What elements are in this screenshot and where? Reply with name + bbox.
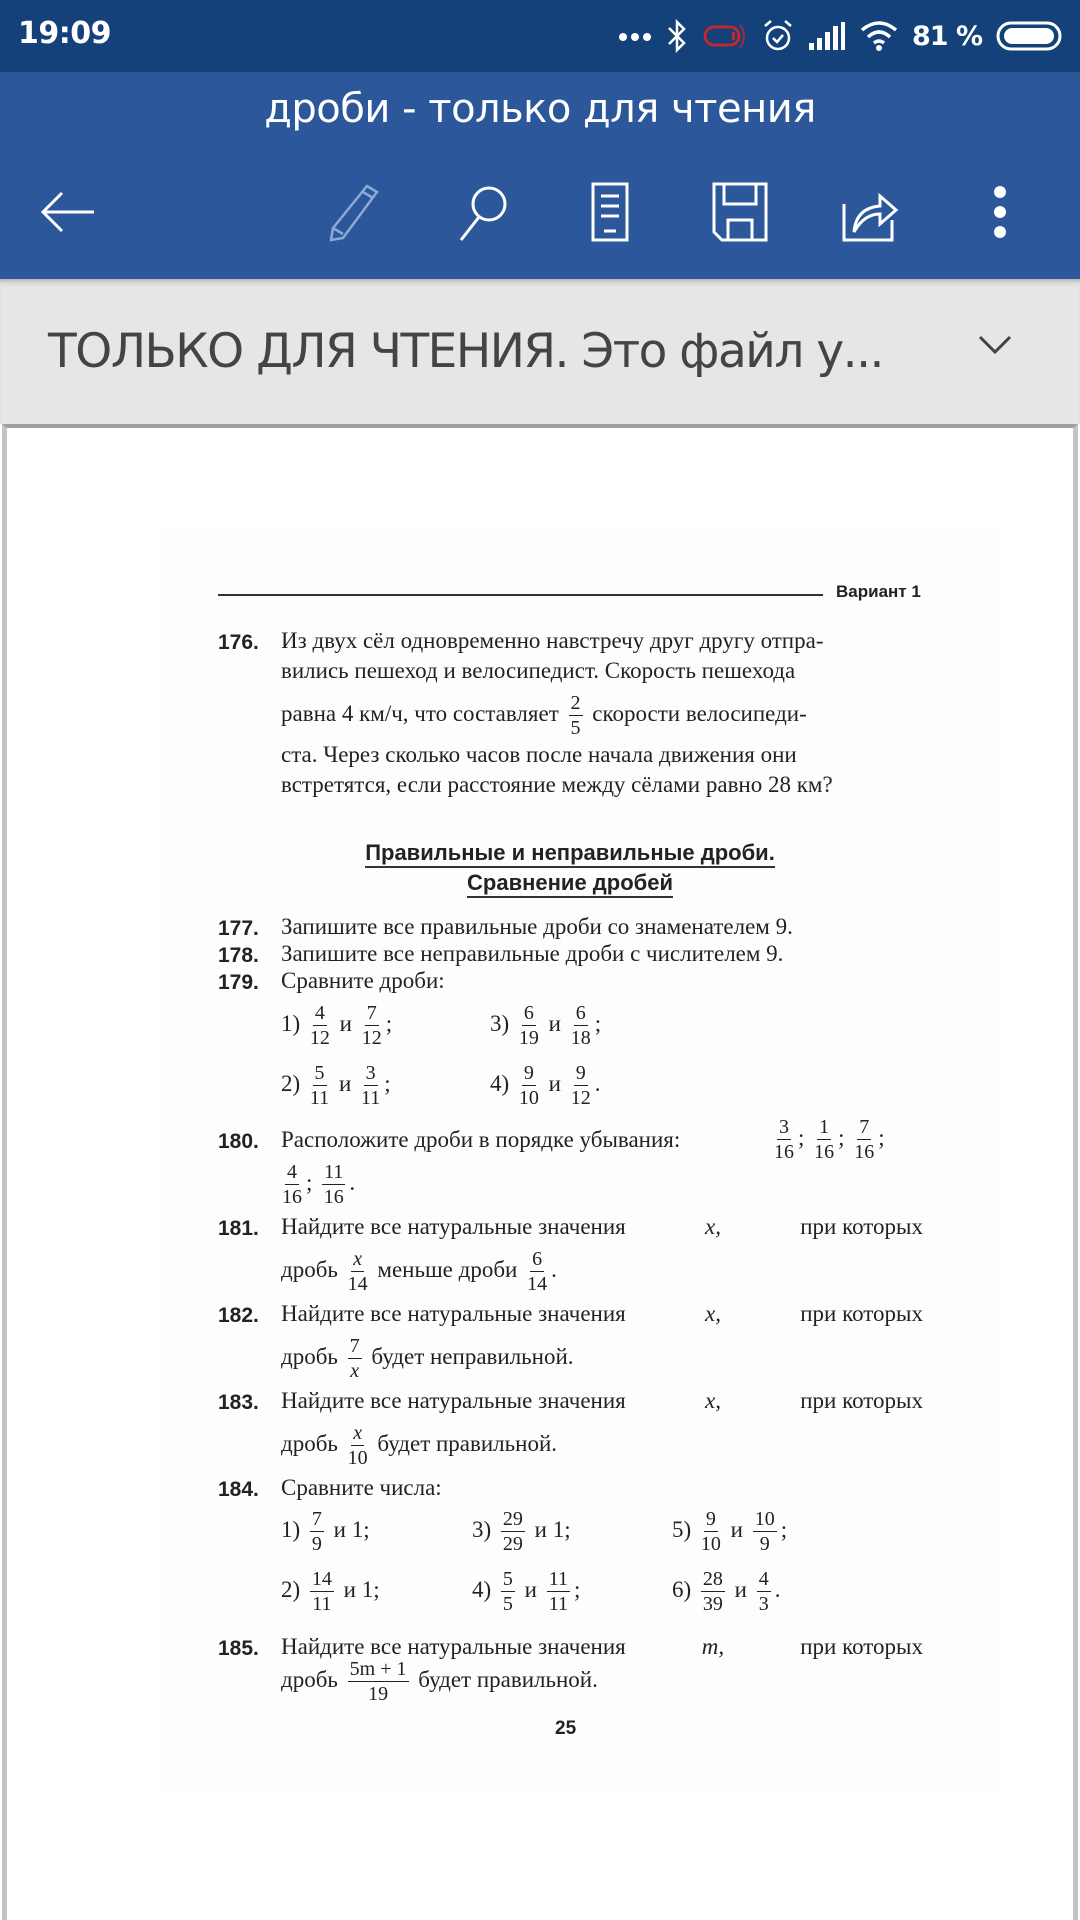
compare-item: 4) $\frac{5}{5}$ и $\frac{11}{11}$ ;	[472, 1568, 581, 1615]
fraction-list: $\frac{4}{16}$ ; $\frac{11}{16}$ .	[282, 1161, 356, 1208]
problem-177-text: Запишите все правильные дроби со знаменателем 9.	[281, 914, 793, 939]
problem-number: 178.	[218, 944, 259, 967]
problem-176-line: Из двух сёл одновременно навстречу друг другу отпра-	[281, 628, 824, 653]
problem-185-line: дробь $\frac{5m + 1}{19}$ будет правильной.	[281, 1658, 598, 1705]
problem-181-line: дробь $\frac{x}{14}$ меньше дроби $\frac{6}{14}$ .	[281, 1248, 557, 1295]
header-rule	[218, 594, 823, 596]
problem-185-line: Найдите все натуральные значения m, при которых	[281, 1634, 923, 1659]
heading-line: Сравнение дробей	[467, 870, 673, 898]
problem-182-line: дробь $\frac{7}{x}$ будет неправильной.	[281, 1335, 574, 1382]
problem-176-line: встретятся, если расстояние между сёлами равно 28 км?	[281, 772, 833, 797]
page-number: 25	[555, 1718, 577, 1739]
section-heading	[0, 840, 1080, 866]
problem-number: 184.	[218, 1478, 259, 1501]
section-heading	[0, 870, 1080, 896]
compare-item: 3) $\frac{29}{29}$ и 1;	[472, 1508, 571, 1555]
document-title: дроби - только для чтения	[264, 86, 816, 132]
problem-number: 181.	[218, 1217, 259, 1240]
banner-text: ТОЛЬКО ДЛЯ ЧТЕНИЯ. Это файл у...	[48, 324, 883, 379]
problem-178-text: Запишите все неправильные дроби с числителем 9.	[281, 941, 784, 966]
problem-number: 183.	[218, 1391, 259, 1414]
problem-number: 185.	[218, 1637, 259, 1660]
problem-182-line: Найдите все натуральные значения x, при которых	[281, 1301, 923, 1326]
denominator: 5	[570, 717, 581, 739]
problem-176-line	[281, 658, 923, 684]
compare-item: 4) $\frac{9}{10}$ и $\frac{9}{12}$ .	[490, 1062, 601, 1109]
problem-number: 177.	[218, 917, 259, 940]
problem-183-line: дробь $\frac{x}{10}$ будет правильной.	[281, 1422, 558, 1469]
fraction-list: $\frac{3}{16}$ ; $\frac{1}{16}$ ; $\frac{7}{16}$ ;	[774, 1116, 885, 1163]
text: вились пешеход и велосипедист. Скорость пешехода	[281, 658, 796, 683]
problem-176-line: ста. Через сколько часов после начала движения они	[281, 742, 797, 767]
problem-number: 182.	[218, 1304, 259, 1327]
battery-percent: 81 %	[911, 20, 982, 52]
heading-line: Правильные и неправильные дроби.	[365, 840, 775, 868]
problem-181-line: Найдите все натуральные значения x, при которых	[281, 1214, 923, 1239]
variant-label: Вариант 1	[836, 582, 921, 601]
problem-176-line	[281, 693, 807, 738]
problem-183-line: Найдите все натуральные значения x, при которых	[281, 1388, 923, 1413]
numerator: 2	[570, 692, 581, 714]
status-time: 19:09	[18, 16, 111, 51]
fraction	[569, 693, 583, 738]
text: равна 4 км/ч, что составляет	[281, 700, 559, 726]
problem-179-text: Сравните дроби:	[281, 968, 445, 993]
compare-item: 1) $\frac{4}{12}$ и $\frac{7}{12}$ ;	[281, 1002, 393, 1049]
problem-number: 176.	[218, 631, 259, 654]
compare-item: 2) $\frac{5}{11}$ и $\frac{3}{11}$ ;	[281, 1062, 391, 1109]
compare-item: 3) $\frac{6}{19}$ и $\frac{6}{18}$ ;	[490, 1002, 602, 1049]
problem-number: 179.	[218, 971, 259, 994]
text: скорости велосипеди-	[592, 700, 807, 726]
problem-number: 180.	[218, 1130, 259, 1153]
problem-180-text: Расположите дроби в порядке убывания:	[281, 1127, 681, 1152]
compare-item: 2) $\frac{14}{11}$ и 1;	[281, 1568, 380, 1615]
compare-item: 6) $\frac{28}{39}$ и $\frac{4}{3}$ .	[672, 1568, 781, 1615]
problem-184-text: Сравните числа:	[281, 1475, 442, 1500]
compare-item: 1) $\frac{7}{9}$ и 1;	[281, 1508, 370, 1555]
compare-item: 5) $\frac{9}{10}$ и $\frac{10}{9}$ ;	[672, 1508, 788, 1555]
